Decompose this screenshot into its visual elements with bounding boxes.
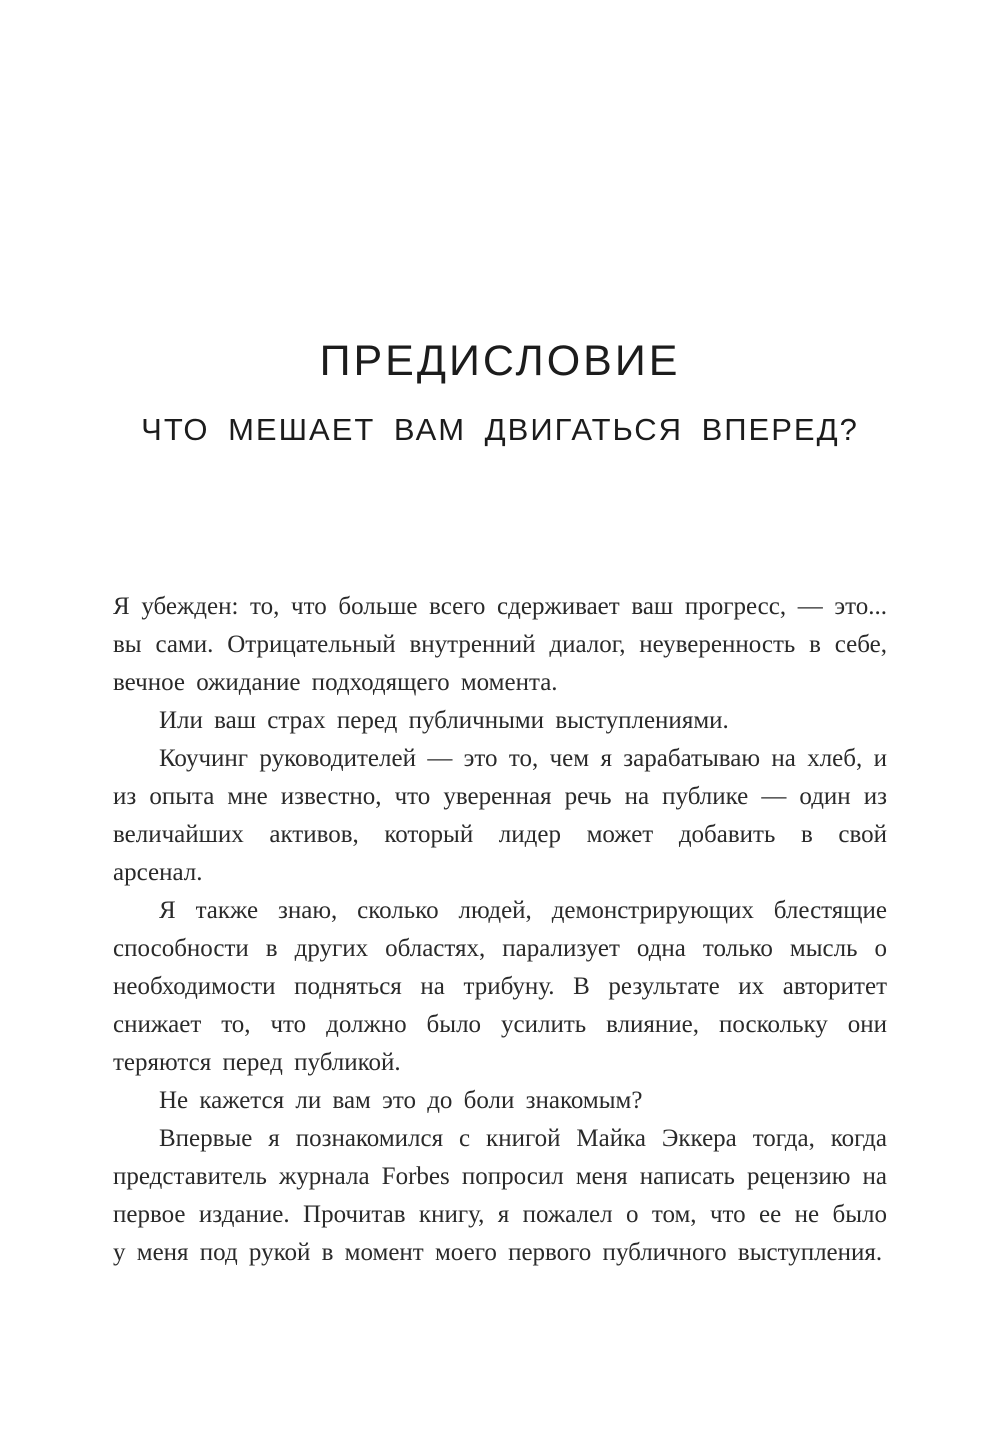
paragraph: Я убежден: то, что больше всего сдерживает ваш прогресс, — это... вы сами. Отрицательный внутренний диалог, неуверенность в себе, вечное ожидание подходящего момента. (113, 593, 887, 697)
paragraph: Коучинг руководителей — это то, чем я зарабатываю на хлеб, и из опыта мне известно, что уверенная речь на публике — один из величайших активов, который лидер может добавить в свой арсенал. (113, 745, 887, 887)
chapter-title: ПРЕДИСЛОВИЕ (319, 337, 681, 385)
paragraph: Не кажется ли вам это до боли знакомым? (159, 1087, 643, 1115)
paragraph: Я также знаю, сколько людей, демонстрирующих блестящие способности в других областях, парализует одна только мысль о необходимости подняться на трибуну. В результате их авторитет снижает то, что должно было усилить влияние, поскольку они теряются перед публикой. (113, 897, 887, 1077)
paragraph: Или ваш страх перед публичными выступлениями. (159, 707, 729, 735)
paragraph: Впервые я познакомился с книгой Майка Эккера тогда, когда представитель журнала Forbes попросил меня написать рецензию на первое издание. Прочитав книгу, я пожалел о том, что ее не было у меня под рукой в момент моего первого публичного выступления. (113, 1125, 887, 1267)
chapter-subtitle: ЧТО МЕШАЕТ ВАМ ДВИГАТЬСЯ ВПЕРЕД? (141, 412, 859, 448)
body-text (113, 588, 887, 1272)
